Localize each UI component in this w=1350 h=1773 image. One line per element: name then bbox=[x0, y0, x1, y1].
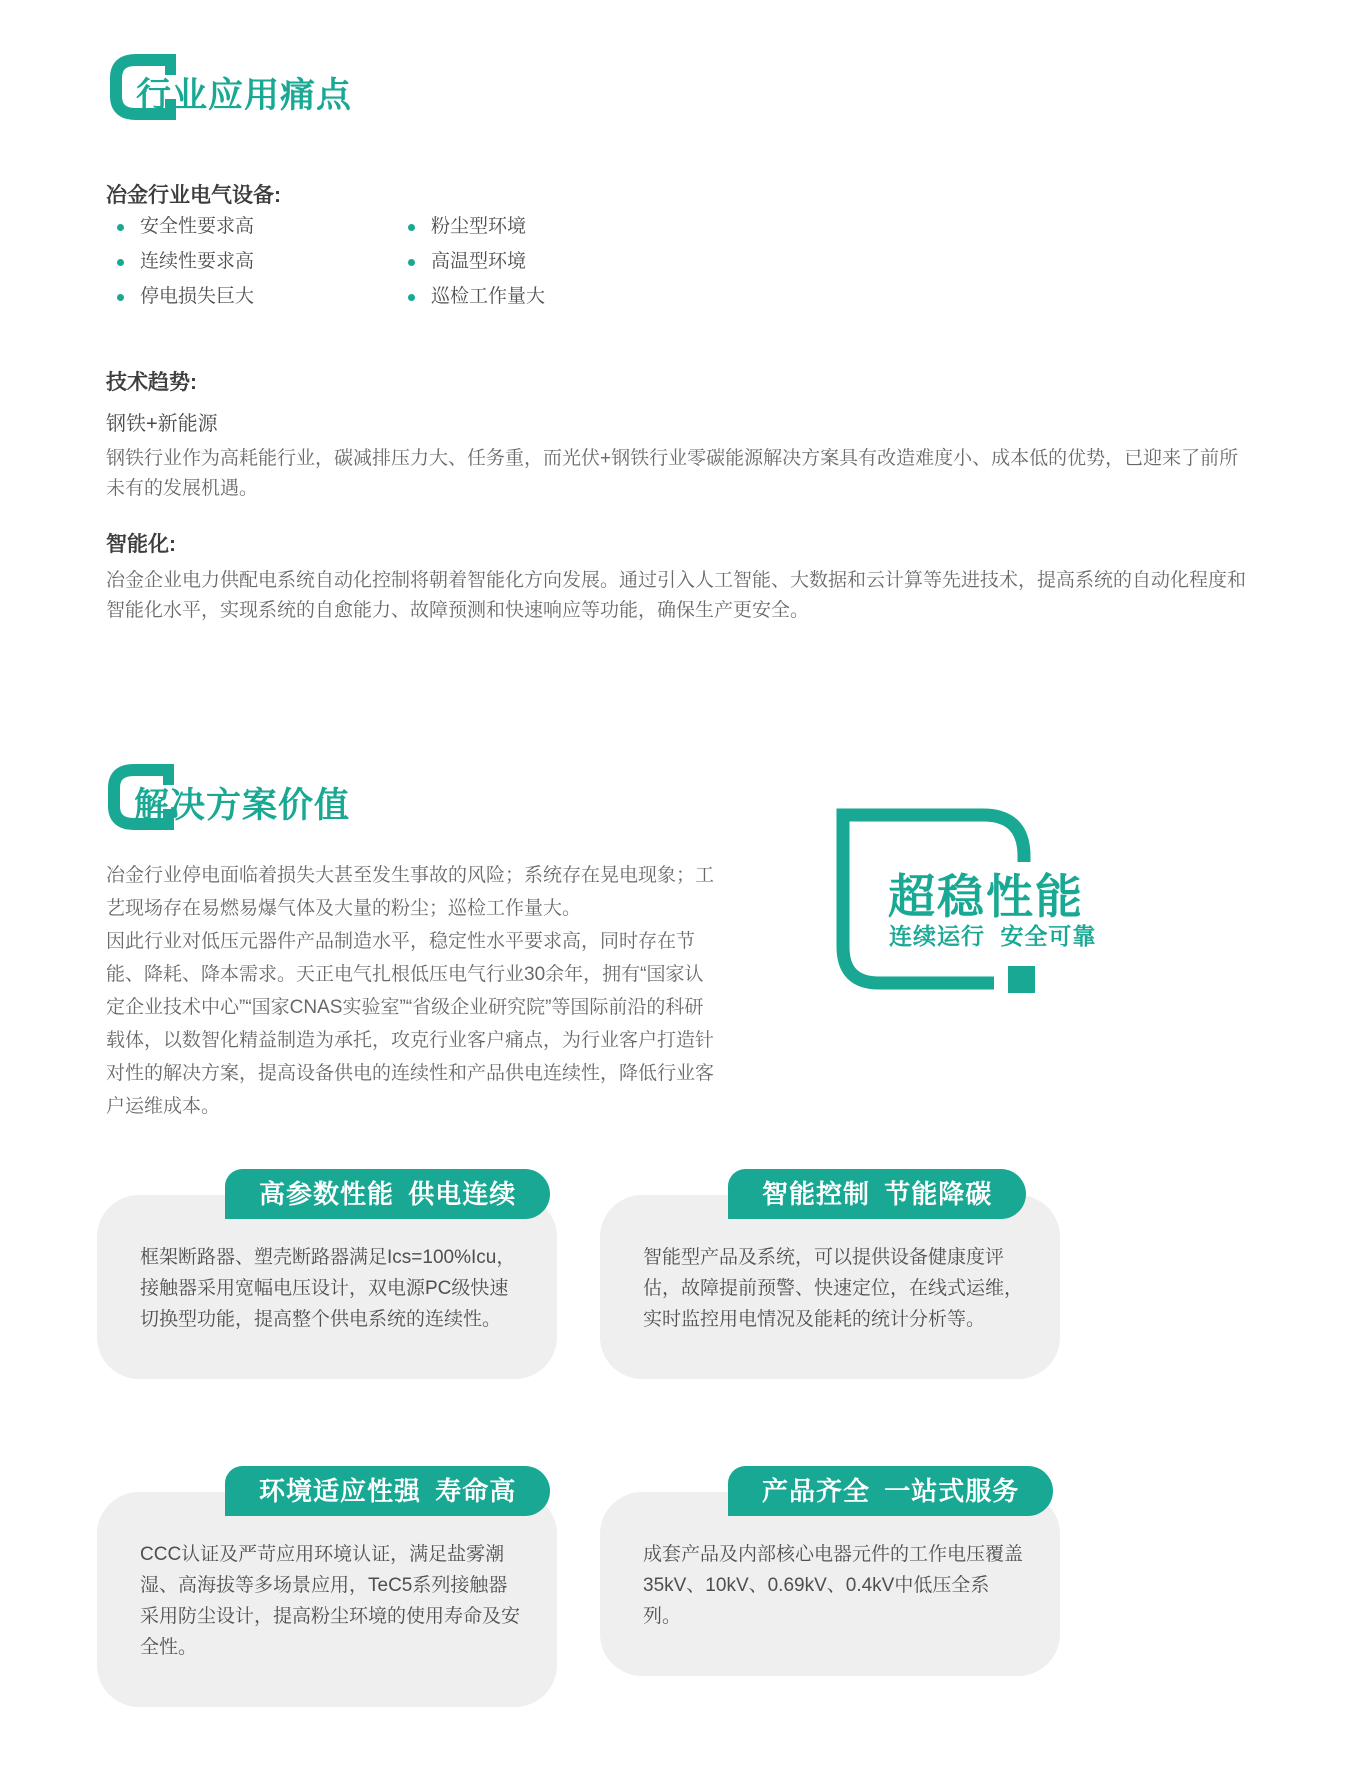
card-body-text: 框架断路器、塑壳断路器满足Ics=100%Icu，接触器采用宽幅电压设计，双电源PC级快速切换型功能，提高整个供电系统的连续性。 bbox=[140, 1247, 516, 1330]
bullet-label: 巡检工作量大 bbox=[431, 286, 546, 307]
trends-heading: 技术趋势: bbox=[106, 371, 197, 394]
bullet-list-left bbox=[117, 216, 254, 321]
badge-title: 超稳性能 bbox=[888, 870, 1084, 923]
bullet-dot-icon bbox=[117, 224, 124, 231]
card-body-text: 智能型产品及系统，可以提供设备健康度评估，故障提前预警、快速定位，在线式运维，实时监控用电情况及能耗的统计分析等。 bbox=[643, 1247, 1024, 1330]
trend-steel-title: 钢铁+新能源 bbox=[106, 413, 218, 435]
bullet-list-right bbox=[408, 216, 545, 321]
list-item bbox=[117, 286, 254, 308]
bullet-label: 粉尘型环境 bbox=[431, 216, 527, 237]
value-paragraph-1: 冶金行业停电面临着损失大甚至发生事故的风险；系统存在晃电现象；工艺现场存在易燃易爆气体及大量的粉尘；巡检工作量大。 bbox=[106, 865, 715, 919]
bullet-label: 高温型环境 bbox=[431, 251, 527, 272]
card-body-text: 成套产品及内部核心电器元件的工作电压覆盖35kV、10kV、0.69kV、0.4kV中低压全系列。 bbox=[643, 1544, 1024, 1627]
bullet-label: 安全性要求高 bbox=[140, 216, 255, 237]
badge-subtitle: 连续运行 安全可靠 bbox=[889, 923, 1097, 949]
bullet-label: 连续性要求高 bbox=[140, 251, 255, 272]
trend-smart-text: 冶金企业电力供配电系统自动化控制将朝着智能化方向发展。通过引入人工智能、大数据和云计算等先进技术，提高系统的自动化程度和智能化水平，实现系统的自愈能力、故障预测和快速响应等功能，确保生产更安全。 bbox=[106, 570, 1247, 621]
equipment-heading: 冶金行业电气设备: bbox=[106, 184, 281, 207]
value-section-title: 解决方案价值 bbox=[134, 786, 351, 825]
list-item bbox=[117, 251, 254, 273]
card-header-pill: 智能控制 节能降碳 bbox=[728, 1169, 1026, 1219]
feature-card-performance bbox=[97, 1179, 557, 1379]
feature-card-smart-control bbox=[600, 1179, 1060, 1379]
card-body-text: CCC认证及严苛应用环境认证，满足盐雾潮湿、高海拔等多场景应用，TeC5系列接触器采用防尘设计，提高粉尘环境的使用寿命及安全性。 bbox=[140, 1544, 521, 1658]
list-item bbox=[408, 251, 545, 273]
card-header-pill: 产品齐全 一站式服务 bbox=[728, 1466, 1053, 1516]
list-item bbox=[408, 216, 545, 238]
trend-steel-text: 钢铁行业作为高耗能行业，碳减排压力大、任务重，而光伏+钢铁行业零碳能源解决方案具有改造难度小、成本低的优势，已迎来了前所未有的发展机遇。 bbox=[106, 448, 1239, 499]
bullet-dot-icon bbox=[117, 294, 124, 301]
badge-dot bbox=[1008, 966, 1035, 993]
feature-card-full-range bbox=[600, 1476, 1060, 1676]
list-item bbox=[117, 216, 254, 238]
bullet-dot-icon bbox=[408, 294, 415, 301]
bullet-dot-icon bbox=[408, 224, 415, 231]
trend-smart-title: 智能化: bbox=[106, 533, 176, 556]
bullet-label: 停电损失巨大 bbox=[140, 286, 255, 307]
bullet-dot-icon bbox=[117, 259, 124, 266]
feature-card-environment bbox=[97, 1476, 557, 1707]
list-item bbox=[408, 286, 545, 308]
bullet-dot-icon bbox=[408, 259, 415, 266]
value-paragraphs bbox=[106, 859, 720, 1123]
card-header-pill: 高参数性能 供电连续 bbox=[225, 1169, 550, 1219]
card-header-pill: 环境适应性强 寿命高 bbox=[225, 1466, 550, 1516]
pain-section-title: 行业应用痛点 bbox=[136, 76, 353, 115]
value-paragraph-2: 因此行业对低压元器件产品制造水平，稳定性水平要求高，同时存在节能、降耗、降本需求。天正电气扎根低压电气行业30余年，拥有“国家认定企业技术中心”“国家CNAS实验室”“省级企业研究院”等国际前沿的科研载体，以数智化精益制造为承托，攻克行业客户痛点，为行业客户打造针对性的解决方案，提高设备供电的连续性和产品供电连续性，降低行业客户运维成本。 bbox=[106, 931, 715, 1117]
